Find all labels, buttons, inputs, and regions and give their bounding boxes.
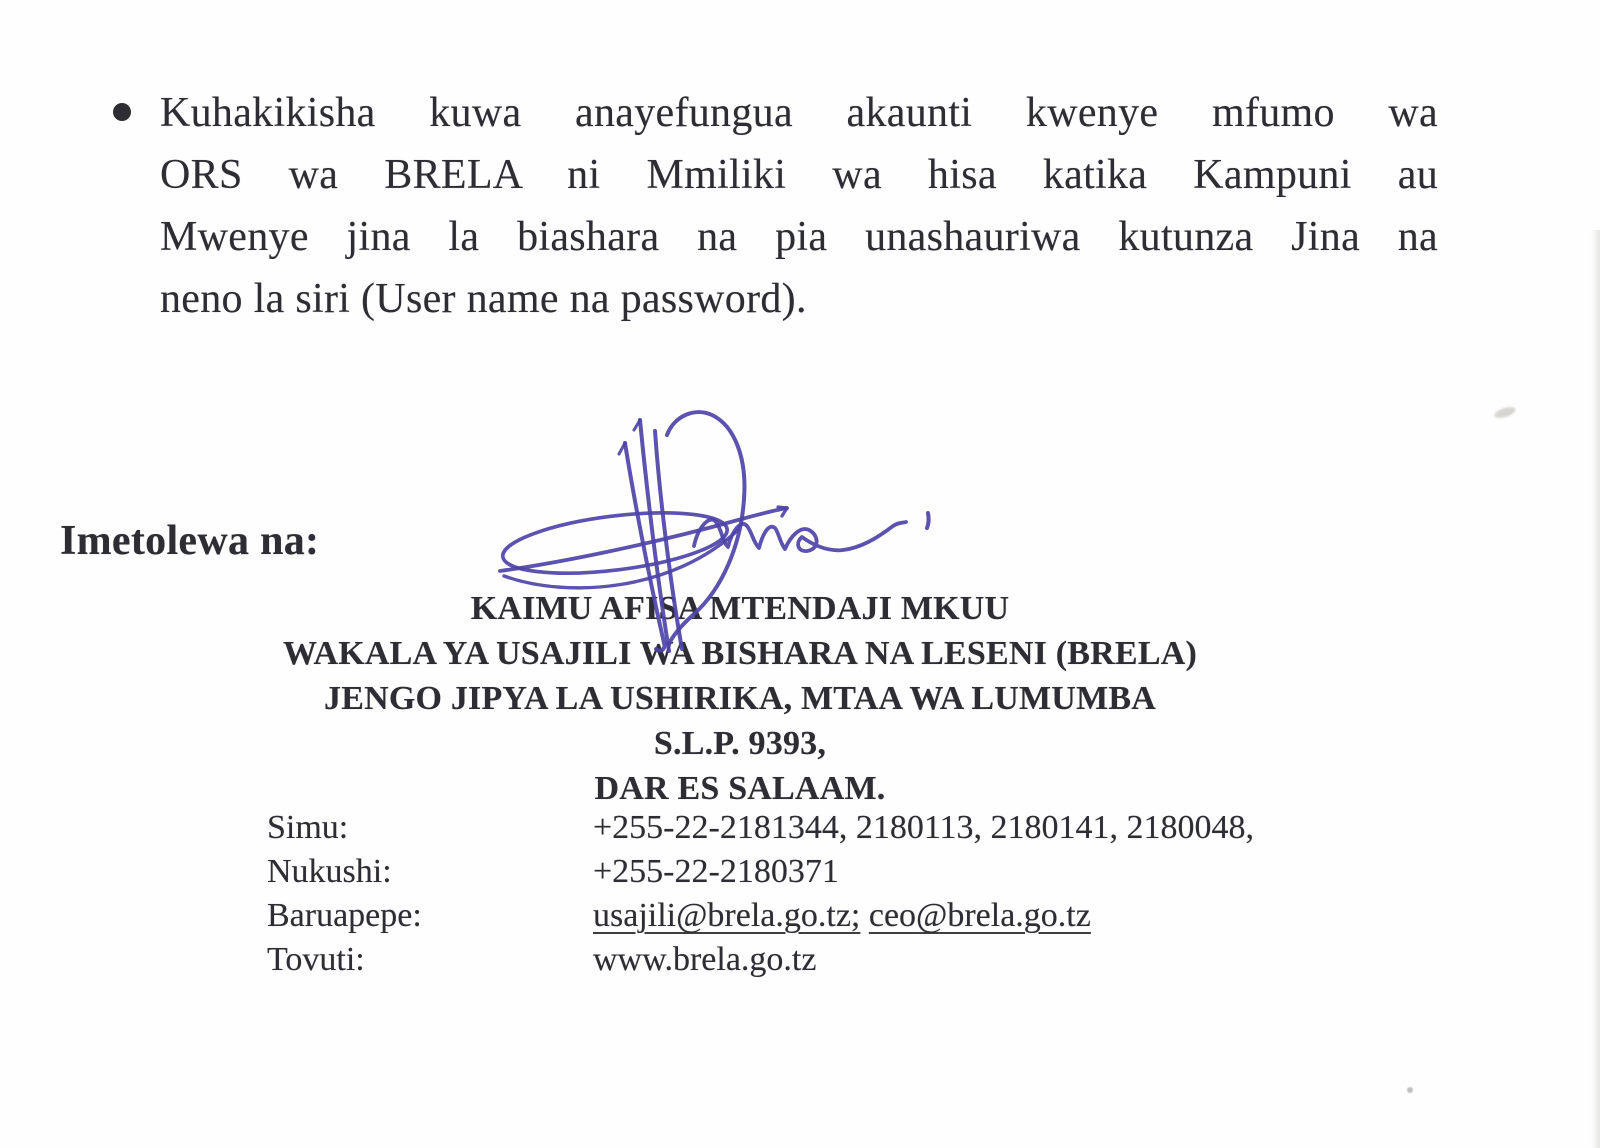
bullet-list-item [160, 82, 1438, 330]
contact-value-website: www.brela.go.tz [593, 941, 817, 978]
office-address-block [200, 586, 1280, 811]
office-line: WAKALA YA USAJILI WA BISHARA NA LESENI (BRELA) [283, 635, 1197, 672]
contact-row [267, 850, 1447, 894]
office-line: KAIMU AFISA MTENDAJI MKUU [470, 590, 1010, 627]
bullet-line: Kuhakikisha kuwa anayefungua akaunti kwenye mfumo wa [160, 90, 1438, 136]
email-separator [860, 897, 869, 934]
email-link: usajili@brela.go.tz; [593, 897, 861, 934]
bullet-line: ORS wa BRELA ni Mmiliki wa hisa katika Kampuni au [160, 152, 1438, 198]
contact-label: Nukushi: [267, 853, 392, 890]
scan-artifact-dot [1407, 1087, 1413, 1093]
office-line: DAR ES SALAAM. [594, 770, 886, 807]
scan-edge-shadow [1591, 230, 1600, 1148]
contact-label: Simu: [267, 809, 349, 846]
issued-by-label: Imetolewa na: [60, 518, 320, 564]
bullet-line: Mwenye jina la biashara na pia unashauriwa kutunza Jina na [160, 214, 1438, 260]
bullet-line: neno la siri (User name na password). [160, 276, 807, 322]
contact-label: Baruapepe: [267, 897, 422, 934]
contact-value-phone: +255-22-2181344, 2180113, 2180141, 2180048, [593, 809, 1255, 846]
office-line: JENGO JIPYA LA USHIRIKA, MTAA WA LUMUMBA [324, 680, 1156, 717]
contact-row [267, 938, 1447, 982]
contact-row [267, 806, 1447, 850]
contact-label: Tovuti: [267, 941, 365, 978]
email-link: ceo@brela.go.tz [868, 897, 1091, 934]
contact-value-email [593, 894, 1447, 938]
scan-artifact-smudge [1493, 405, 1517, 420]
bullet-marker [113, 103, 131, 121]
office-line: S.L.P. 9393, [653, 725, 827, 762]
contact-row [267, 894, 1447, 938]
contact-table [267, 806, 1447, 982]
contact-value-fax: +255-22-2180371 [593, 853, 839, 890]
